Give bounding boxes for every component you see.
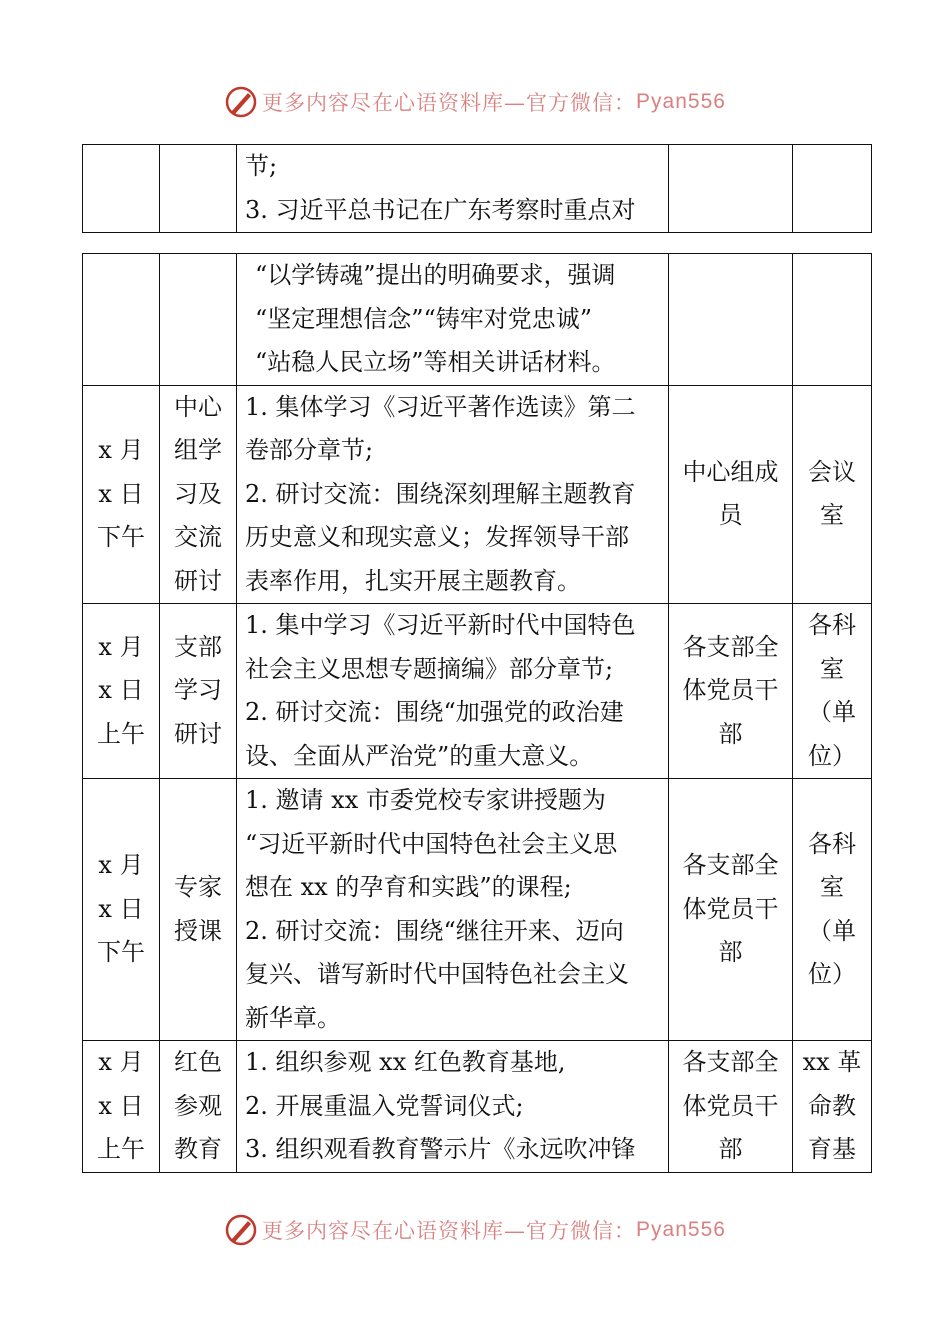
pen-logo-icon (224, 85, 258, 119)
time-cell (83, 604, 160, 779)
location-line: 命教 (808, 1091, 856, 1120)
watermark-text: 更多内容尽在心语资料库—官方微信： (262, 91, 637, 115)
location-line: 育基 (808, 1135, 856, 1163)
location-line: （单 (808, 916, 856, 945)
location-cell (793, 385, 872, 604)
content-cell (237, 604, 669, 779)
type-line: 组学 (174, 436, 222, 464)
content-line: 想在 xx 的孕育和实践”的课程; (245, 873, 572, 901)
type-line: 习及 (174, 479, 222, 508)
content-line: 1. 集体学习《习近平著作选读》第二 (245, 392, 636, 421)
location-line: 室 (820, 501, 844, 530)
watermark-text: 更多内容尽在心语资料库—官方微信： (262, 1219, 637, 1243)
content-cell (237, 385, 669, 604)
pen-logo-icon (224, 1213, 258, 1247)
content-line: 卷部分章节; (245, 436, 374, 464)
schedule-table-fragment (82, 144, 872, 233)
watermark-bottom (0, 1210, 950, 1250)
content-line: 1. 组织参观 xx 红色教育基地, (245, 1048, 566, 1076)
location-line: 会议 (808, 457, 856, 486)
participants-cell (669, 385, 793, 604)
participants-line: 部 (718, 719, 743, 748)
type-line: 红色 (174, 1048, 222, 1076)
type-cell (160, 145, 237, 233)
type-line: 授课 (174, 916, 222, 945)
location-line: 室 (820, 873, 844, 901)
type-line: 参观 (174, 1091, 222, 1120)
type-cell (160, 604, 237, 779)
type-line: 研讨 (174, 719, 222, 748)
table-row (83, 779, 872, 1041)
type-line: 学习 (174, 676, 222, 705)
content-line: 表率作用，扎实开展主题教育。 (245, 566, 581, 595)
participants-cell (669, 254, 793, 386)
type-line: 研讨 (174, 566, 222, 595)
participants-line: 中心组成 (682, 457, 779, 486)
time-cell (83, 1041, 160, 1173)
participants-line: 体党员干 (682, 894, 779, 923)
content-line: 社会主义思想专题摘编》部分章节; (245, 654, 614, 683)
time-line: 下午 (97, 523, 145, 551)
participants-line: 部 (718, 1135, 743, 1163)
table-row (83, 1041, 872, 1173)
content-line: 复兴、谱写新时代中国特色社会主义 (245, 960, 629, 988)
content-line: “习近平新时代中国特色社会主义思 (245, 829, 618, 858)
watermark-top (0, 82, 950, 122)
location-line: 各科 (808, 611, 856, 639)
table-row (83, 604, 872, 779)
participants-line: 员 (718, 501, 743, 530)
type-line: 教育 (174, 1135, 222, 1163)
watermark-wechat-id: Pyan556 (636, 1218, 726, 1241)
location-cell (793, 254, 872, 386)
content-line: 1. 集中学习《习近平新时代中国特色 (245, 611, 636, 639)
content-line: 2. 开展重温入党誓词仪式; (245, 1091, 524, 1120)
time-line: x 日 (98, 894, 144, 923)
location-cell (793, 604, 872, 779)
type-cell (160, 254, 237, 386)
time-line: x 日 (98, 1091, 144, 1120)
participants-line: 体党员干 (682, 676, 779, 705)
time-line: x 日 (98, 676, 144, 705)
location-line: 室 (820, 654, 844, 683)
location-line: xx 革 (802, 1048, 862, 1076)
time-cell (83, 254, 160, 386)
location-cell (793, 779, 872, 1041)
location-cell (793, 145, 872, 233)
content-line: 历史意义和现实意义；发挥领导干部 (245, 523, 629, 551)
time-line: x 月 (98, 851, 144, 880)
content-cell (237, 779, 669, 1041)
location-line: 位） (808, 741, 856, 770)
type-cell (160, 385, 237, 604)
schedule-table (82, 253, 872, 1173)
content-line: 1. 邀请 xx 市委党校专家讲授题为 (245, 786, 606, 814)
time-cell (83, 779, 160, 1041)
participants-line: 各支部全 (682, 851, 779, 880)
content-line: 3. 习近平总书记在广东考察时重点对 (245, 195, 636, 224)
time-cell (83, 145, 160, 233)
participants-line: 各支部全 (682, 1048, 779, 1076)
table-row (83, 385, 872, 604)
content-cell (237, 1041, 669, 1173)
location-line: 位） (808, 960, 856, 988)
type-line: 支部 (174, 632, 222, 661)
watermark-wechat-id: Pyan556 (636, 90, 726, 113)
location-cell (793, 1041, 872, 1173)
content-cell (237, 254, 669, 386)
time-cell (83, 385, 160, 604)
content-line: 2. 研讨交流：围绕深刻理解主题教育 (245, 479, 636, 508)
content-cell (237, 145, 669, 233)
participants-line: 各支部全 (682, 632, 779, 661)
time-line: x 月 (98, 1048, 144, 1076)
content-line: 2. 研讨交流：围绕“继往开来、迈向 (245, 916, 624, 945)
participants-cell (669, 604, 793, 779)
time-line: x 月 (98, 436, 144, 464)
time-line: 上午 (97, 719, 145, 748)
content-line: “坚定理想信念”“铸牢对党忠诚” (255, 304, 593, 333)
table-row (83, 254, 872, 386)
time-line: 下午 (97, 938, 145, 967)
participants-line: 部 (718, 938, 743, 967)
type-cell (160, 1041, 237, 1173)
location-line: （单 (808, 698, 856, 726)
time-line: x 日 (98, 479, 144, 508)
participants-cell (669, 779, 793, 1041)
content-line: 3. 组织观看教育警示片《永远吹冲锋 (245, 1135, 636, 1163)
type-line: 交流 (174, 523, 222, 551)
type-line: 专家 (174, 873, 222, 901)
time-line: 上午 (97, 1135, 145, 1163)
participants-cell (669, 1041, 793, 1173)
type-cell (160, 779, 237, 1041)
table-row (83, 145, 872, 233)
participants-cell (669, 145, 793, 233)
content-line: 新华章。 (245, 1003, 341, 1032)
content-line: “以学铸魂”提出的明确要求，强调 (255, 261, 616, 289)
content-line: 2. 研讨交流：围绕“加强党的政治建 (245, 698, 624, 726)
participants-line: 体党员干 (682, 1091, 779, 1120)
content-line: 节; (245, 152, 278, 180)
content-line: “站稳人民立场”等相关讲话材料。 (255, 348, 616, 376)
time-line: x 月 (98, 632, 144, 661)
content-line: 设、全面从严治党”的重大意义。 (245, 741, 594, 770)
location-line: 各科 (808, 829, 856, 858)
type-line: 中心 (174, 392, 222, 421)
